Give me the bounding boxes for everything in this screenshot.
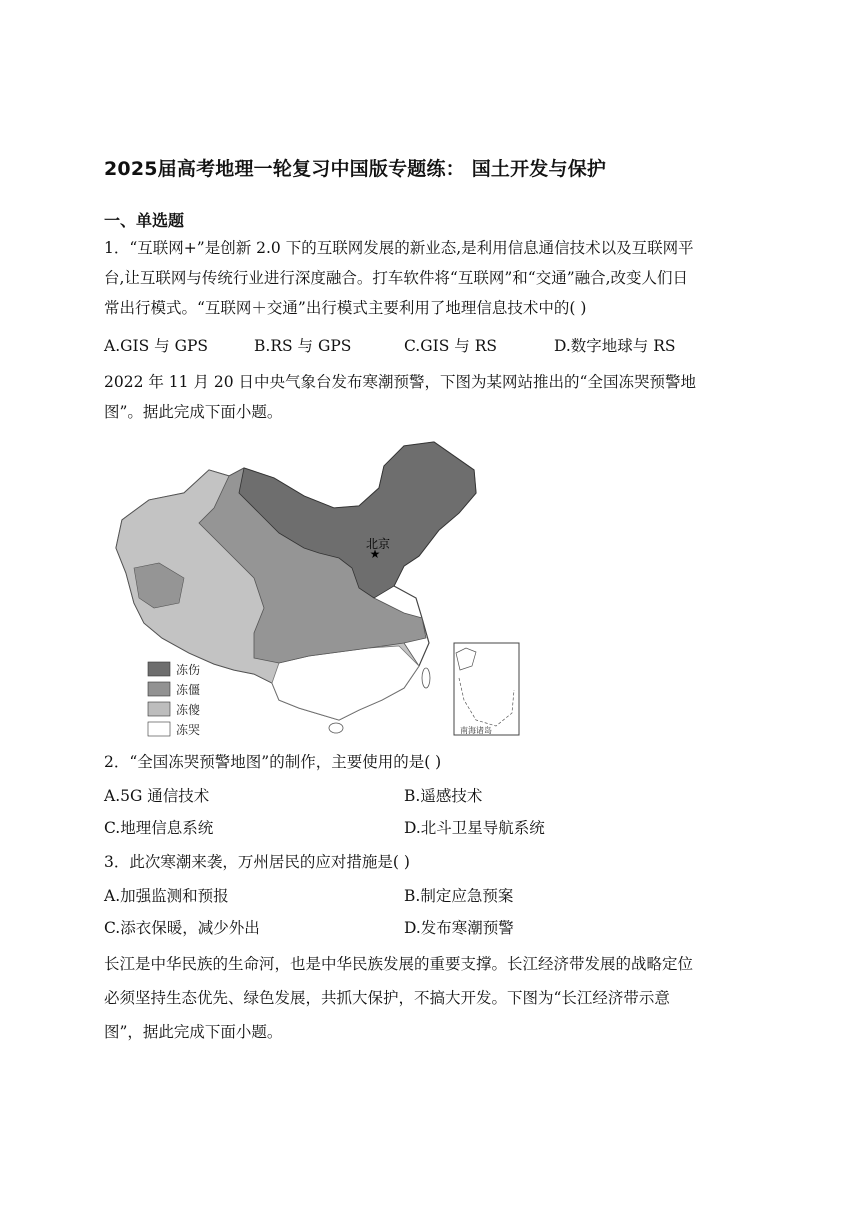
material-1-line-2: 图”。据此完成下面小题。 xyxy=(104,403,283,421)
question-1-option-d[interactable]: D.数字地球与 RS xyxy=(554,337,676,355)
question-2-option-c[interactable]: C.地理信息系统 xyxy=(104,819,214,837)
map-legend xyxy=(148,662,201,737)
inset-label: 南海诸岛 xyxy=(460,726,492,735)
question-1-line-1: 1．“互联网+”是创新 2.0 下的互联网发展的新业态,是利用信息通信技术以及互联网平 xyxy=(104,239,694,257)
legend-swatch-4 xyxy=(148,722,170,736)
section-heading: 一、单选题 xyxy=(104,211,185,230)
beijing-star-icon: ★ xyxy=(369,547,381,561)
material-2-line-2: 必须坚持生态优先、绿色发展，共抓大保护，不搞大开发。下图为“长江经济带示意 xyxy=(104,989,670,1007)
question-3-stem: 3．此次寒潮来袭，万州居民的应对措施是( ) xyxy=(104,853,410,871)
question-3-option-b[interactable]: B.制定应急预案 xyxy=(404,887,514,905)
cold-warning-map xyxy=(104,438,524,738)
question-2-option-d[interactable]: D.北斗卫星导航系统 xyxy=(404,819,545,837)
question-1-line-2: 台,让互联网与传统行业进行深度融合。打车软件将“互联网”和“交通”融合,改变人们日 xyxy=(104,269,689,287)
legend-swatch-2 xyxy=(148,682,170,696)
hainan-island xyxy=(329,723,343,733)
legend-swatch-3 xyxy=(148,702,170,716)
question-1-line-3: 常出行模式。“互联网＋交通”出行模式主要利用了地理信息技术中的( ) xyxy=(104,299,587,317)
page-title: 2025届高考地理一轮复习中国版专题练： 国土开发与保护 xyxy=(104,158,607,180)
question-3-option-d[interactable]: D.发布寒潮预警 xyxy=(404,919,514,937)
question-3-option-c[interactable]: C.添衣保暖，减少外出 xyxy=(104,919,260,937)
legend-label-3: 冻傻 xyxy=(176,703,201,717)
question-1-option-c[interactable]: C.GIS 与 RS xyxy=(404,337,498,355)
material-1-line-1: 2022 年 11 月 20 日中央气象台发布寒潮预警，下图为某网站推出的“全国冻哭预警地 xyxy=(104,373,696,391)
legend-swatch-1 xyxy=(148,662,170,676)
question-1-option-b[interactable]: B.RS 与 GPS xyxy=(254,337,352,355)
question-1-option-a[interactable]: A.GIS 与 GPS xyxy=(104,337,209,355)
material-2-line-3: 图”，据此完成下面小题。 xyxy=(104,1023,283,1041)
question-3-option-a[interactable]: A.加强监测和预报 xyxy=(104,887,229,905)
question-2-option-a[interactable]: A.5G 通信技术 xyxy=(104,787,210,805)
legend-label-1: 冻伤 xyxy=(176,663,201,677)
beijing-label: 北京 xyxy=(366,537,391,551)
question-2-stem: 2．“全国冻哭预警地图”的制作，主要使用的是( ) xyxy=(104,753,442,771)
legend-label-4: 冻哭 xyxy=(176,723,201,737)
material-2-line-1: 长江是中华民族的生命河，也是中华民族发展的重要支撑。长江经济带发展的战略定位 xyxy=(104,955,694,973)
taiwan-island xyxy=(422,668,430,688)
question-2-option-b[interactable]: B.遥感技术 xyxy=(404,787,483,805)
legend-label-2: 冻僵 xyxy=(176,683,201,697)
